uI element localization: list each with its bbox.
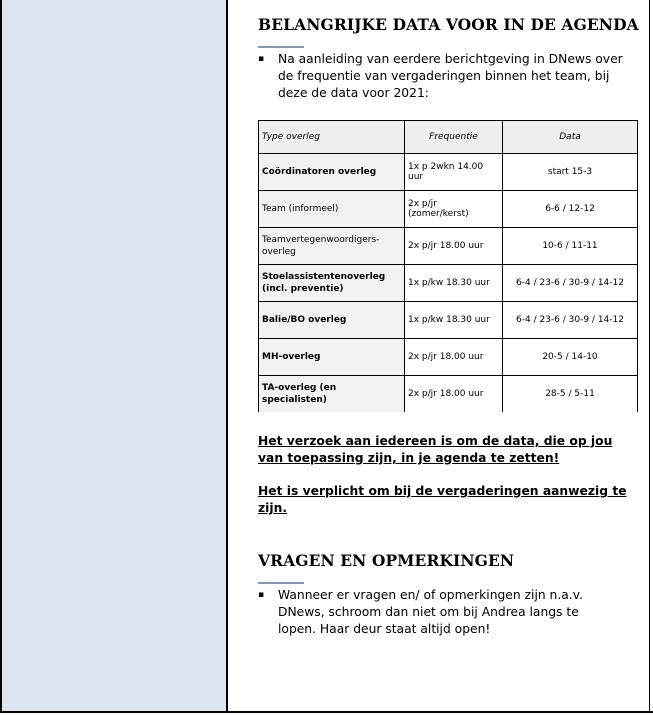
row-frequency: 2x p/jr 18.00 uur: [405, 376, 503, 413]
agenda-title-rule: [258, 46, 304, 48]
questions-title-rule: [258, 582, 304, 584]
page-border-bottom: [0, 711, 653, 713]
row-dates: 28-5 / 5-11: [503, 376, 638, 413]
row-type: Stoelassistentenoverleg (incl. preventie): [259, 265, 405, 302]
table-clip: [258, 412, 641, 416]
table-row: [259, 302, 638, 339]
row-frequency: 2x p/jr (zomer/kerst): [405, 191, 503, 228]
questions-text: Wanneer er vragen en/ of opmerkingen zijn n.a.v. DNews, schroom dan niet om bij Andrea langs te lopen. Haar deur staat altijd open!: [278, 588, 583, 636]
row-dates: 6-4 / 23-6 / 30-9 / 14-12: [503, 302, 638, 339]
row-frequency: 1x p 2wkn 14.00 uur: [405, 154, 503, 191]
header-dates: Data: [503, 121, 638, 154]
row-type: TA-overleg (en specialisten): [259, 376, 405, 413]
row-dates: 6-6 / 12-12: [503, 191, 638, 228]
table-row: [259, 376, 638, 413]
row-frequency: 1x p/kw 18.30 uur: [405, 302, 503, 339]
row-type: Coördinatoren overleg: [259, 154, 405, 191]
table-row: [259, 339, 638, 376]
row-dates: 6-4 / 23-6 / 30-9 / 14-12: [503, 265, 638, 302]
header-type: Type overleg: [259, 121, 405, 154]
row-frequency: 2x p/jr 18.00 uur: [405, 339, 503, 376]
row-type: Teamvertegenwoordigers-overleg: [259, 228, 405, 265]
table-row: [259, 228, 638, 265]
row-type: Balie/BO overleg: [259, 302, 405, 339]
table-row: [259, 265, 638, 302]
agenda-section-title: BELANGRIJKE DATA VOOR IN DE AGENDA: [258, 15, 639, 34]
table-header-row: [259, 121, 638, 154]
row-type: MH-overleg: [259, 339, 405, 376]
meeting-schedule-table: [258, 120, 638, 413]
row-frequency: 1x p/kw 18.30 uur: [405, 265, 503, 302]
table-row: [259, 154, 638, 191]
header-frequency: Frequentie: [405, 121, 503, 154]
bullet-icon: ▪: [258, 54, 265, 64]
row-dates: start 15-3: [503, 154, 638, 191]
row-type: Team (informeel): [259, 191, 405, 228]
page-border-right: [649, 0, 650, 712]
row-dates: 10-6 / 11-11: [503, 228, 638, 265]
attendance-obligation-note: Het is verplicht om bij de vergaderingen aanwezig te zijn.: [258, 484, 627, 515]
bullet-icon: ▪: [258, 590, 265, 600]
sidebar-column: [0, 0, 228, 712]
agenda-intro-text: Na aanleiding van eerdere berichtgeving in DNews over de frequentie van vergaderingen binnen het team, bij deze de data voor 2021:: [278, 52, 623, 100]
row-frequency: 2x p/jr 18.00 uur: [405, 228, 503, 265]
table-row: [259, 191, 638, 228]
row-dates: 20-5 / 14-10: [503, 339, 638, 376]
questions-section-title: VRAGEN EN OPMERKINGEN: [258, 551, 515, 570]
agenda-request-note: Het verzoek aan iedereen is om de data, die op jou van toepassing zijn, in je agenda te zetten!: [258, 434, 613, 465]
